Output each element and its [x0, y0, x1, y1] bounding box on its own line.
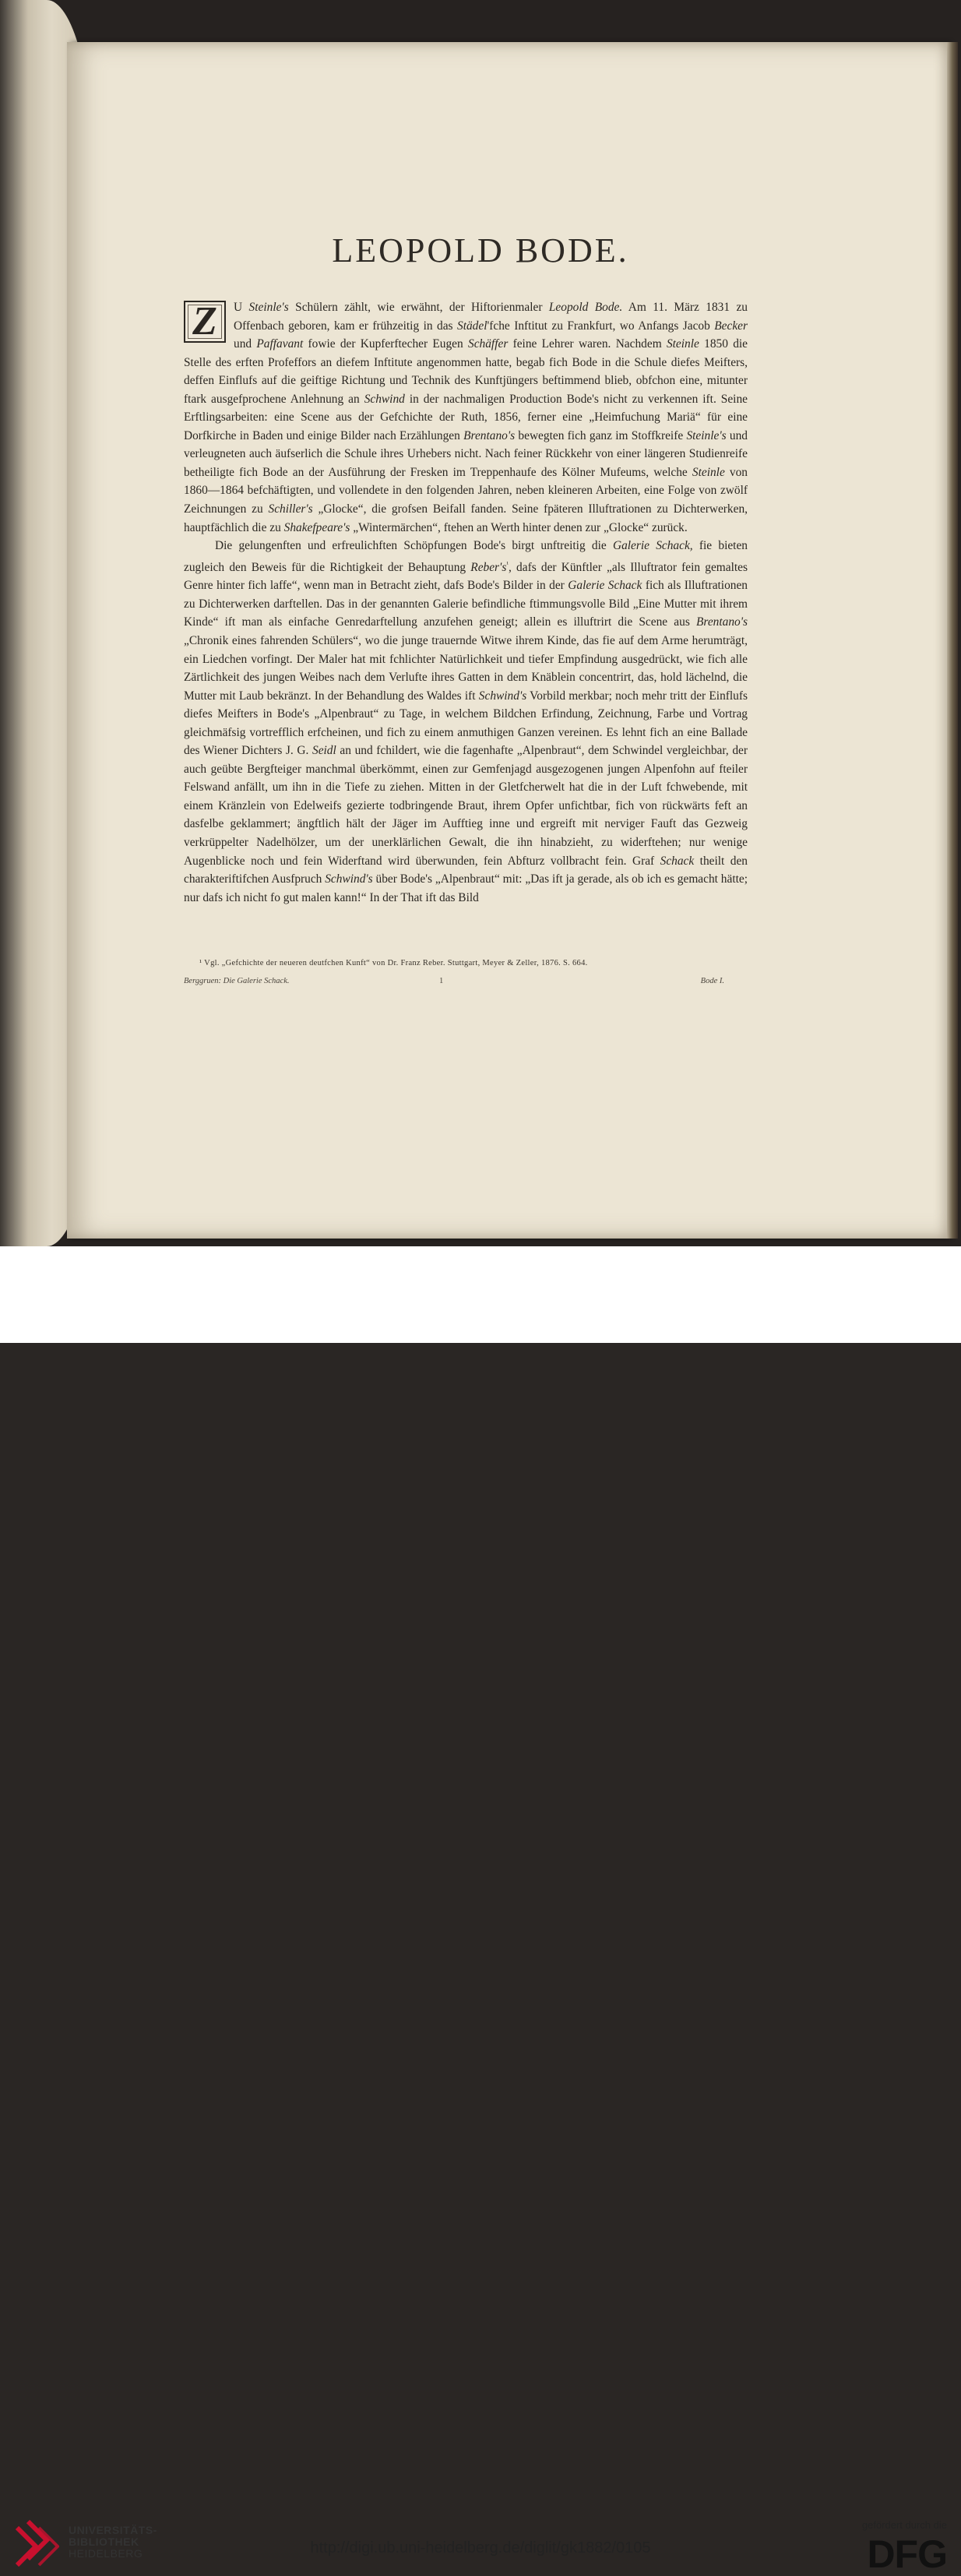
text-run: in der nachmaligen Production Bode's nicht zu verkennen ift. Seine Erftlingsarbeiten: eine Scene aus der Gefchichte der Ruth, 1856, ferner eine „Heimfuchung Mariä“ für eine Dorfkirche in Baden und einige Bilder nach Erzählungen — [184, 392, 748, 442]
italic-name: Schäffer — [468, 337, 509, 351]
text-run: über Bode's „Alpenbraut“ mit: „Das ift ja gerade, als ob ich es gemacht hätte; nur dafs ich nicht fo gut malen kann!“ In der That ift das Bild — [184, 872, 748, 904]
paragraph-2 — [184, 537, 748, 907]
text-run: und — [234, 337, 257, 351]
italic-name: Schiller's — [268, 502, 313, 516]
text-run: und verleugneten auch äufserlich die Schule ihres Urhebers nicht. Nach feiner Rückkehr von einer längeren Studienreife betheiligte fich Bode an der Ausführung der Fresken im Treppenhaufe des Kölner Mufeums, welche — [184, 428, 748, 479]
italic-name: Shakefpeare's — [283, 520, 350, 534]
text-run: Vorbild merkbar; noch mehr tritt der Einflufs diefes Meifters in Bode's „Alpenbraut“ zu Tage, in welchem Bildchen Erfindung, Zeichnung, Farbe und Vortrag gleichmäfsig vortrefflich erfcheinen, und fich zu einem anmuthigen Ganzen vereinen. Es lehnt fich an eine Ballade des Wiener Dichters J. G. — [184, 689, 748, 758]
text-run: theilt den charakteriftifchen Ausfpruch — [184, 854, 748, 886]
italic-name: Schack — [660, 854, 695, 868]
funding-label: gefördert durch die — [861, 2519, 947, 2531]
dfg-logo: DFG — [867, 2532, 947, 2576]
text-run: Am 11. März 1831 zu Offenbach geboren, kam er frühzeitig in das — [234, 301, 748, 333]
italic-name: Steinle — [666, 337, 699, 351]
decorated-initial — [184, 301, 226, 343]
italic-name: Steinle's — [686, 428, 727, 442]
footer-signature: Bode I. — [700, 977, 724, 985]
paragraph-2-text — [184, 539, 748, 904]
text-run: an und fchildert, wie die fagenhafte „Alpenbraut“, dem Schwindel vergleichbar, der auch geübte Bergfteiger manchmal überkömmt, einen zur Gemfenjagd ausgezogenen jungen Alpenfohn auf fteiler Felswand anfällt, um ihn in die Tiefe zu ziehen. Mitten in der Gletfcherwelt hat die in der Luft fchwebende, mit einem Kränzlein von Edelweifs gezierte todbringende Braut, ihrem Opfer unfichtbar, fich von rückwärts feft an dasfelbe geklammert; ängftlich hält der Jäger im Aufftieg inne und ergreift mit nerviger Fauft das Gezweig verkrüppelter Nadelhölzer, um der unerklärlichen Gewalt, die ihn hinabzieht, zu widerftehen; nur wenige Augenblicke noch und fein Widerftand wird überwunden, fein Abfturz vollbracht fein. Graf — [184, 744, 748, 868]
document-url-link[interactable]: http://digi.ub.uni-heidelberg.de/diglit/gk1882/0105 — [310, 2539, 651, 2557]
italic-name: Galerie Schack, — [612, 539, 693, 553]
italic-name: Schwind — [364, 392, 405, 406]
italic-name: Städel — [457, 319, 488, 333]
scanned-book-spread — [0, 0, 961, 1246]
footer-book-title: Berggruen: Die Galerie Schack. — [184, 977, 290, 985]
text-run: „Wintermärchen“, ftehen an Werth hinter denen zur „Glocke“ zurück. — [350, 520, 688, 534]
page-stack-edge — [947, 42, 958, 1239]
page-title: LEOPOLD BODE. — [332, 231, 629, 270]
text-run: fie bieten zugleich den Beweis für die Richtigkeit der Behauptung — [184, 539, 748, 574]
text-run: Schülern zählt, wie erwähnt, der Hiftorienmaler — [288, 301, 549, 314]
italic-name: Reber's — [470, 560, 507, 574]
italic-name: Becker — [714, 319, 748, 333]
text-run: fich als Illuftrationen zu Dichterwerken darftellen. Das in der genannten Galerie befindliche ftimmungsvolle Bild „Eine Mutter mit ihrem Kinde“ ift man als einfache Genredarftellung anzufehen geneigt; allein es illuftrirt die Scene aus — [184, 579, 748, 629]
text-run: 1850 die Stelle des erften Profeffors an diefem Inftitute angenommen hatte, begab fich Bode in die Schule diefes Meifters, deffen Einflufs auf die geiftige Richtung und Technik des Kunftjüngers beftimmend blieb, obfchon eine, mitunter ftark ausgefprochene Anlehnung an — [184, 337, 748, 406]
text-run: „Chronik eines fahrenden Schülers“, wo die junge trauernde Witwe ihrem Kinde, das fie auf dem Arme herumträgt, ein Liedchen vorfingt. Der Maler hat mit fchlichter Natürlichkeit und tiefer Empfindung ausgedrückt, wie fich alle Zärtlichkeit des jungen Weibes nach dem Verlufte ihres Gatten in dem Knäblein concentrirt, das, hold lächelnd, die Mutter mit Laub bekränzt. In der Behandlung des Waldes ift — [184, 633, 748, 703]
italic-name: Steinle's — [248, 301, 289, 314]
italic-name: Paffavant — [256, 337, 304, 351]
paragraph-1-text — [184, 301, 748, 534]
paragraph-1 — [184, 298, 748, 537]
italic-name: Brentano's — [696, 615, 748, 629]
italic-name: Schwind's — [478, 689, 527, 703]
page-footer — [184, 977, 724, 989]
text-run: U — [234, 301, 249, 314]
italic-name: Seidl — [312, 744, 336, 758]
text-run: ¹ — [506, 559, 509, 568]
library-name: UNIVERSITÄTS- BIBLIOTHEK HEIDELBERG — [69, 2524, 157, 2560]
text-run: von 1860—1864 befchäftigten, und vollendete in den folgenden Jahren, neben kleineren Arbeiten, eine Folge von zwölf Zeichnungen zu — [184, 465, 748, 516]
initial-letter: Z — [192, 299, 217, 344]
text-run: feine Lehrer waren. Nachdem — [508, 337, 667, 351]
text-run: 'fche Inftitut zu Frankfurt, wo Anfangs Jacob — [487, 319, 715, 333]
text-run: fowie der Kupferftecher Eugen — [303, 337, 469, 351]
italic-name: Leopold Bode. — [548, 301, 623, 314]
footnote: ¹ Vgl. „Gefchichte der neueren deutfchen Kunft“ von Dr. Franz Reber. Stuttgart, Meyer & Zeller, 1876. S. 664. — [199, 959, 588, 967]
page-number: 1 — [439, 977, 444, 985]
italic-name: Brentano's — [463, 428, 516, 442]
text-run: , dafs der Künftler „als Illuftrator fein gemaltes Genre hinter fich laffe“, wenn man in Betracht zieht, dafs Bode's Bilder in der — [184, 560, 748, 593]
text-run: „Glocke“, die grofsen Beifall fanden. Seine fpäteren Illuftrationen zu Dichterwerken, hauptfächlich die zu — [184, 502, 748, 534]
text-run: bewegten fich ganz im Stoffkreife — [515, 428, 687, 442]
viewer-footer-bar — [0, 1246, 961, 2576]
article-body — [184, 298, 748, 907]
italic-name: Schwind's — [325, 872, 373, 886]
italic-name: Galerie Schack — [568, 579, 642, 593]
text-run: Die gelungenften und erfreulichften Schöpfungen Bode's birgt unftreitig die — [215, 539, 613, 553]
italic-name: Steinle — [692, 465, 725, 479]
